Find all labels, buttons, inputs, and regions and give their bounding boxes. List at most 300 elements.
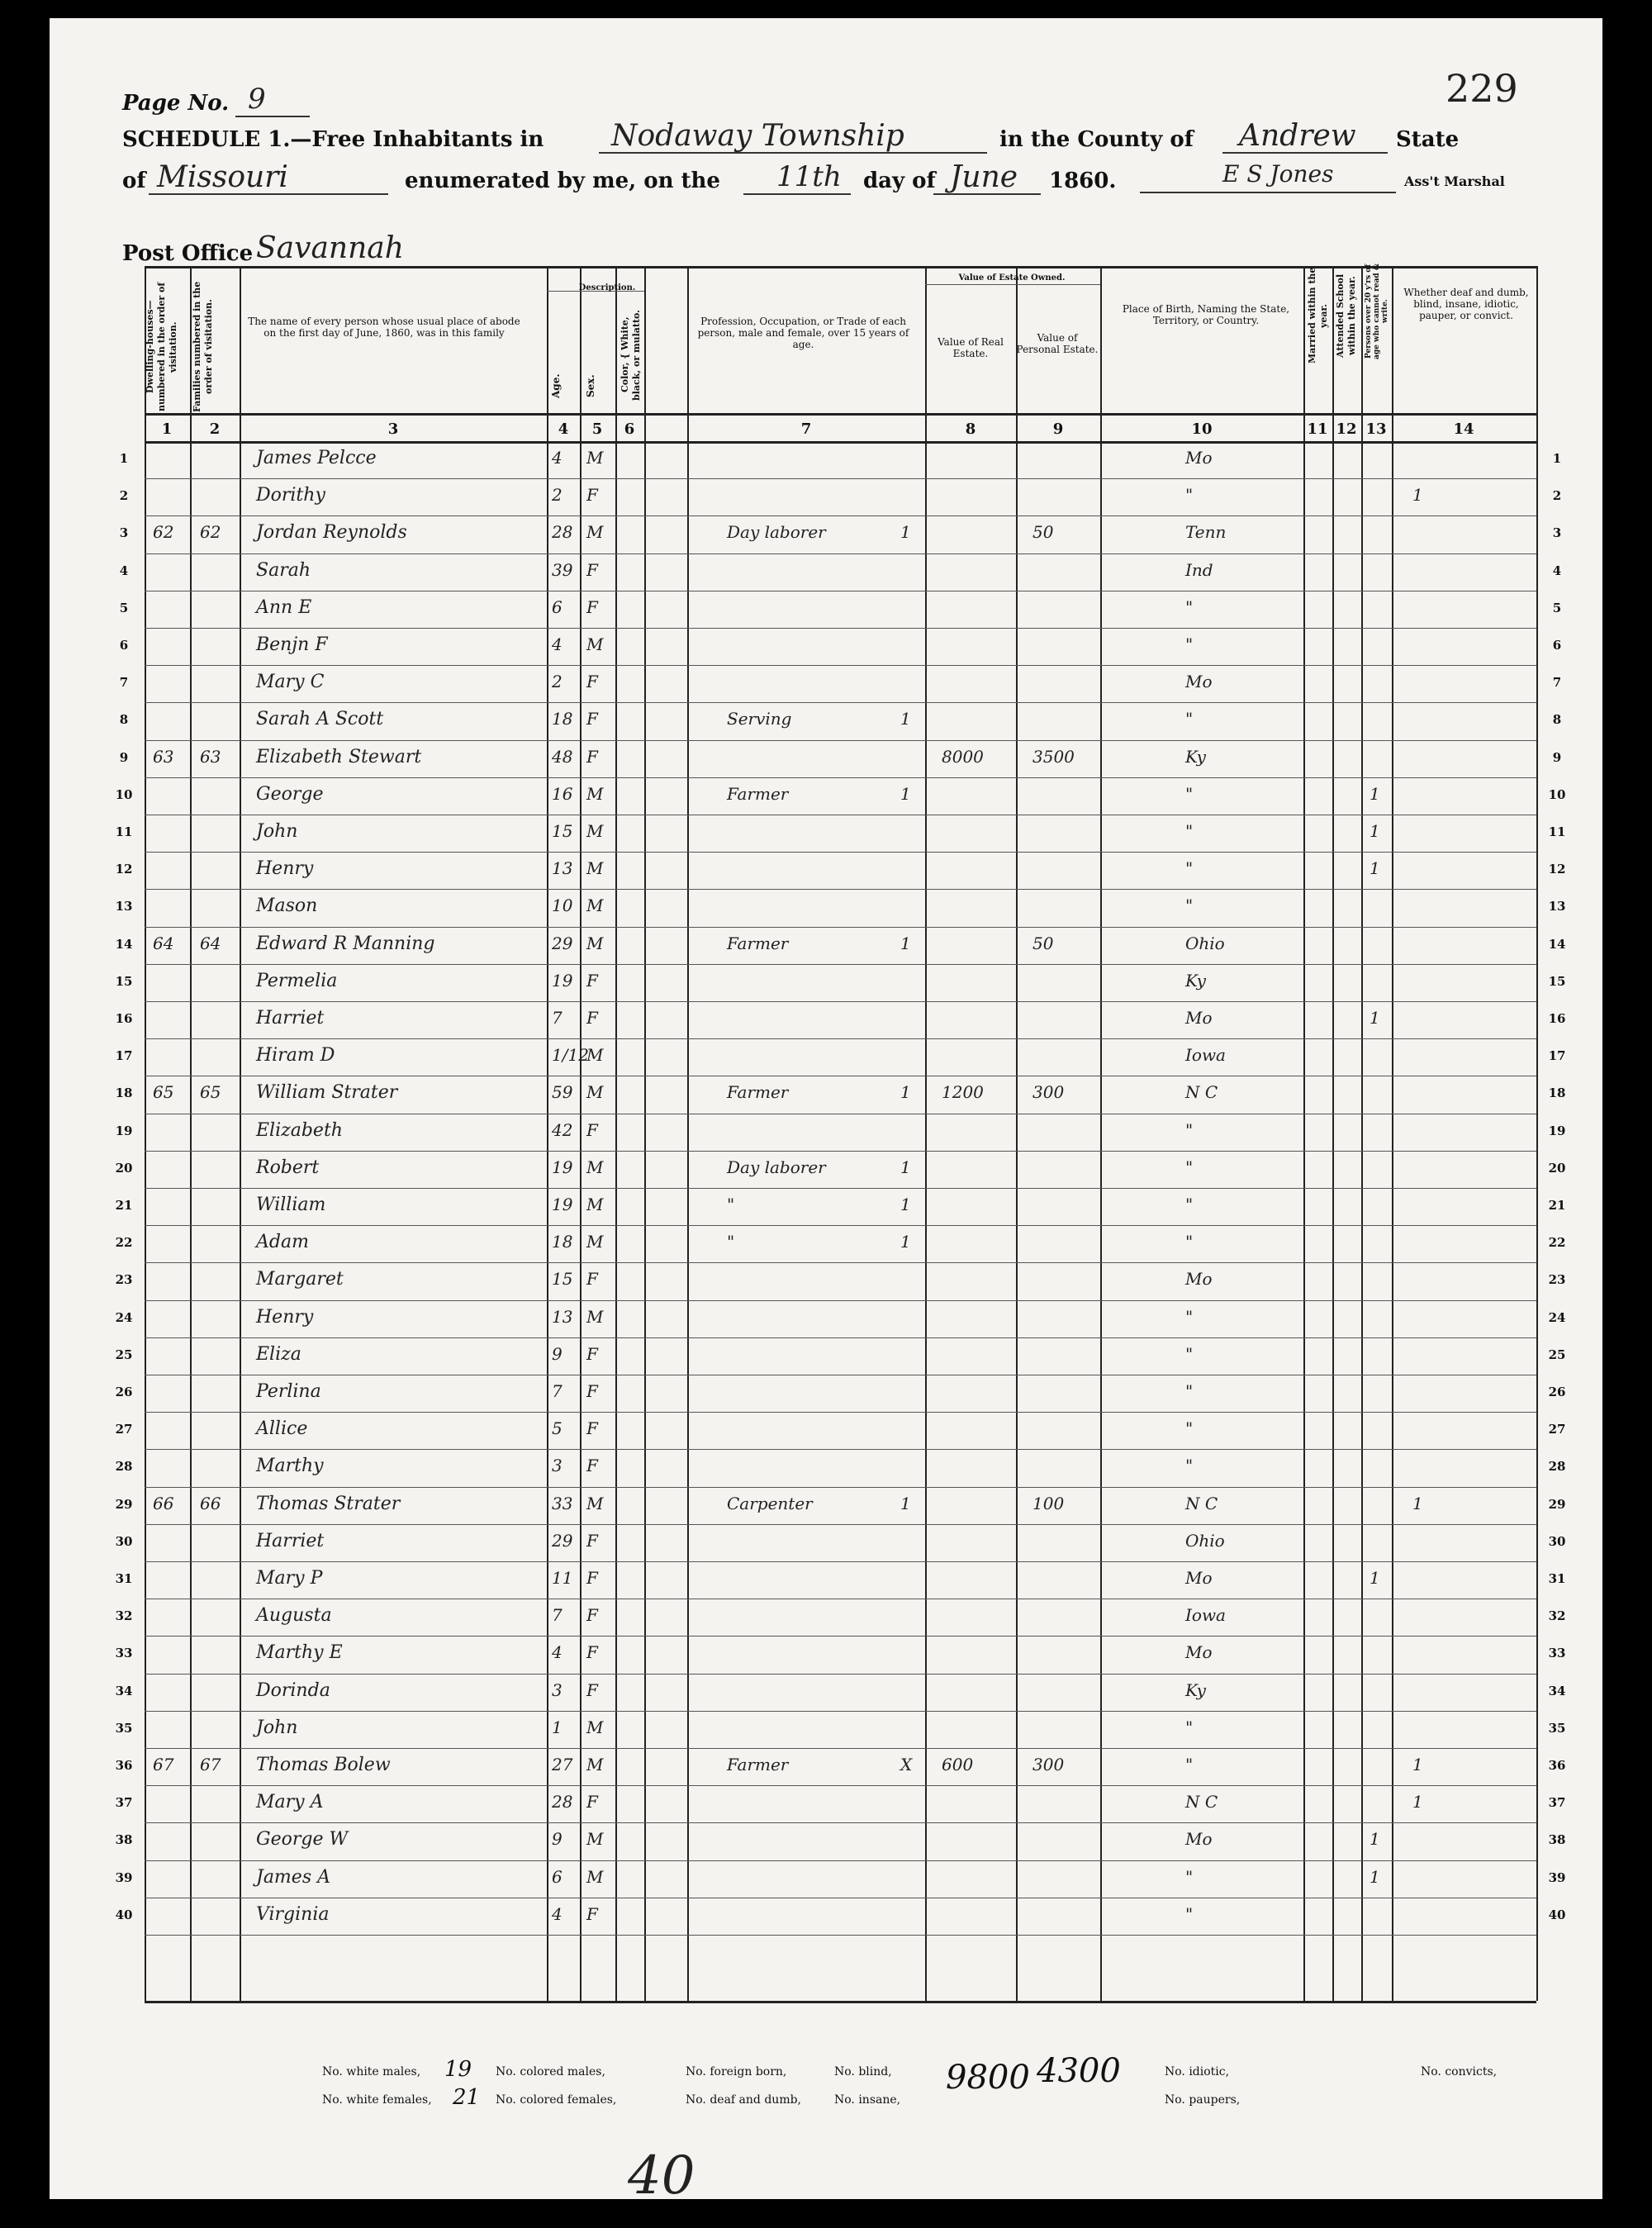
row-rule: [145, 1674, 1536, 1675]
line-number-left: 2: [119, 488, 129, 504]
birthplace: ": [1185, 1119, 1194, 1140]
sex: M: [586, 1755, 604, 1774]
personal-estate-value: 100: [1032, 1493, 1065, 1513]
paupers-label: No. paupers,: [1165, 2093, 1241, 2107]
personal-estate-value: 300: [1032, 1082, 1065, 1103]
birthplace: Ohio: [1185, 1530, 1225, 1551]
age: 19: [552, 1157, 573, 1177]
line-number-right: 37: [1548, 1795, 1566, 1811]
line-number-right: 40: [1548, 1907, 1566, 1922]
occupation: Farmer: [727, 1755, 789, 1774]
sex: F: [586, 1008, 598, 1028]
person-name: John: [256, 1717, 298, 1738]
sex: F: [586, 559, 598, 580]
row-rule: [145, 927, 1536, 928]
birthplace: Mo: [1185, 1008, 1213, 1028]
birthplace: N C: [1185, 1082, 1218, 1103]
line-number-right: 4: [1552, 563, 1562, 578]
year: 1860.: [1049, 169, 1117, 193]
row-rule: [145, 441, 1536, 444]
column-rule: [1100, 266, 1102, 2001]
header-age: Age.: [550, 373, 562, 398]
column-number: 5: [591, 420, 603, 438]
sex: M: [586, 1866, 604, 1887]
sex: F: [586, 709, 598, 729]
age: 11: [552, 1568, 573, 1588]
birthplace: ": [1185, 1456, 1194, 1476]
sex: M: [586, 933, 604, 953]
row-rule: [145, 413, 1536, 416]
enumerated-label: enumerated by me, on the: [405, 169, 720, 193]
line-number-left: 10: [115, 786, 133, 802]
white-males: 19: [444, 2057, 472, 2082]
person-name: Marthy E: [256, 1642, 343, 1664]
age: 10: [552, 895, 573, 916]
line-number-right: 14: [1548, 936, 1566, 952]
sex: F: [586, 1568, 598, 1588]
illiterate-mark: 1: [1412, 1792, 1423, 1812]
illiterate-mark: 1: [1412, 1493, 1423, 1513]
birthplace: ": [1185, 895, 1194, 916]
blind-label: No. blind,: [834, 2065, 892, 2078]
page-label: Page No.: [122, 91, 230, 116]
row-rule: [145, 1188, 1536, 1189]
page-stamp: 229: [1446, 66, 1518, 111]
line-number-left: 28: [115, 1459, 133, 1475]
row-rule: [145, 1225, 1536, 1226]
age: 6: [552, 1866, 563, 1887]
sex: M: [586, 1829, 604, 1850]
person-name: James Pelcce: [256, 448, 377, 468]
row-rule: [145, 1935, 1536, 1936]
row-rule: [145, 1151, 1536, 1152]
line-number-right: 25: [1548, 1347, 1566, 1362]
person-name: Mary C: [256, 672, 325, 693]
row-rule: [145, 1860, 1536, 1861]
person-name: Margaret: [256, 1269, 344, 1290]
line-number-right: 10: [1548, 786, 1566, 802]
person-name: James A: [256, 1866, 330, 1888]
column-rule: [547, 266, 548, 2001]
occupation-mark: 1: [900, 1493, 911, 1513]
birthplace: ": [1185, 709, 1194, 729]
age: 13: [552, 858, 573, 879]
sex: F: [586, 1792, 598, 1812]
dwelling-number: 64: [153, 933, 174, 953]
occupation: Farmer: [727, 933, 789, 953]
line-number-left: 6: [119, 638, 129, 653]
line-number-left: 38: [115, 1832, 133, 1848]
line-number-left: 34: [115, 1683, 133, 1698]
state-label: State: [1396, 127, 1460, 152]
dwelling-number: 67: [153, 1755, 174, 1774]
personal-estate-value: 3500: [1032, 746, 1075, 767]
county: Andrew: [1239, 119, 1356, 153]
person-name: Virginia: [256, 1903, 330, 1925]
header-estate: Value of Estate Owned.: [958, 273, 1066, 283]
column-rule: [687, 266, 689, 2001]
column-rule: [1303, 266, 1305, 2001]
column-rule: [1016, 266, 1018, 2001]
post-office-label: Post Office: [122, 241, 254, 266]
school-mark: 1: [1370, 1829, 1380, 1850]
line-number-right: 33: [1548, 1646, 1566, 1661]
age: 5: [552, 1418, 563, 1439]
birthplace: ": [1185, 821, 1194, 841]
line-number-left: 9: [119, 749, 129, 765]
occupation: Farmer: [727, 1082, 789, 1103]
dwelling-number: 63: [153, 746, 174, 767]
age: 7: [552, 1381, 563, 1401]
occupation-mark: 1: [900, 933, 911, 953]
birthplace: ": [1185, 1306, 1194, 1327]
line-number-right: 2: [1552, 488, 1562, 504]
sex: F: [586, 596, 598, 617]
line-number-right: 26: [1548, 1385, 1566, 1399]
foreign-born-label: No. foreign born,: [686, 2065, 787, 2078]
marshal: E S Jones: [1222, 160, 1334, 188]
line-number-left: 37: [115, 1795, 133, 1811]
row-rule: [145, 1822, 1536, 1823]
line-number-left: 33: [115, 1646, 133, 1661]
day: 11th: [776, 160, 842, 193]
column-rule: [615, 266, 617, 2001]
header-deaf-dumb: Whether deaf and dumb, blind, insane, idiotic, pauper, or convict.: [1403, 287, 1529, 321]
header-name: The name of every person whose usual place of abode on the first day of June, 1860, was in this family: [248, 316, 520, 339]
line-number-left: 36: [115, 1758, 133, 1773]
column-rule: [190, 266, 192, 2001]
person-name: William Strater: [256, 1082, 398, 1104]
age: 29: [552, 1530, 573, 1551]
occupation-mark: 1: [900, 709, 911, 729]
line-number-left: 11: [115, 824, 133, 839]
birthplace: ": [1185, 1157, 1194, 1177]
sex: F: [586, 1679, 598, 1700]
sex: M: [586, 1717, 604, 1737]
line-number-right: 3: [1552, 525, 1562, 541]
sex: M: [586, 821, 604, 841]
sex: M: [586, 634, 604, 654]
birthplace: Mo: [1185, 1568, 1213, 1588]
line-number-left: 14: [115, 936, 133, 952]
line-number-left: 27: [115, 1422, 133, 1437]
occupation: Day laborer: [727, 522, 826, 543]
line-number-left: 21: [115, 1198, 133, 1213]
birthplace: Ky: [1185, 746, 1206, 767]
month: June: [950, 160, 1018, 194]
line-number-left: 18: [115, 1085, 133, 1101]
insane-label: No. insane,: [834, 2093, 901, 2107]
line-number-left: 30: [115, 1533, 133, 1549]
birthplace: ": [1185, 634, 1194, 654]
convicts-label: No. convicts,: [1421, 2065, 1498, 2078]
birthplace: ": [1185, 1381, 1194, 1401]
birthplace: ": [1185, 1755, 1194, 1774]
sex: F: [586, 1456, 598, 1476]
birthplace: Mo: [1185, 1269, 1213, 1290]
line-number-right: 18: [1548, 1085, 1566, 1101]
header-personal-estate: Value of Personal Estate.: [1016, 332, 1099, 355]
line-number-left: 19: [115, 1123, 133, 1138]
line-number-right: 39: [1548, 1869, 1566, 1885]
row-rule: [145, 1524, 1536, 1525]
birthplace: Mo: [1185, 672, 1213, 692]
line-number-right: 24: [1548, 1309, 1566, 1325]
row-rule: [145, 1785, 1536, 1786]
real-estate-value: 1200: [942, 1082, 984, 1103]
birthplace: Iowa: [1185, 1045, 1226, 1066]
person-name: Mary P: [256, 1568, 323, 1589]
line-number-right: 8: [1552, 712, 1562, 728]
line-number-left: 25: [115, 1347, 133, 1362]
column-number: 4: [558, 420, 569, 438]
column-number: 8: [965, 420, 976, 438]
row-rule: [145, 1636, 1536, 1637]
birthplace: Iowa: [1185, 1605, 1226, 1626]
line-number-right: 23: [1548, 1272, 1566, 1288]
line-number-right: 22: [1548, 1235, 1566, 1251]
occupation-mark: X: [900, 1755, 913, 1774]
person-name: Dorithy: [256, 485, 325, 506]
age: 4: [552, 448, 563, 468]
sex: F: [586, 672, 598, 692]
colored-females-label: No. colored females,: [496, 2093, 617, 2107]
column-number: 10: [1191, 420, 1213, 438]
sex: M: [586, 895, 604, 916]
line-number-left: 1: [119, 451, 129, 466]
line-number-right: 16: [1548, 1011, 1566, 1026]
township: Nodaway Township: [611, 119, 904, 153]
school-mark: 1: [1370, 1866, 1380, 1887]
age: 13: [552, 1306, 573, 1327]
line-number-left: 5: [119, 600, 129, 615]
school-mark: 1: [1370, 783, 1380, 804]
age: 2: [552, 485, 563, 506]
column-rule: [1536, 266, 1538, 2001]
line-number-right: 36: [1548, 1758, 1566, 1773]
sex: M: [586, 1232, 604, 1252]
row-rule: [145, 1300, 1536, 1301]
line-number-left: 15: [115, 973, 133, 989]
column-rule: [240, 266, 241, 2001]
person-name: Henry: [256, 1306, 314, 1328]
column-number: 11: [1307, 420, 1328, 438]
person-name: Elizabeth Stewart: [256, 746, 422, 767]
family-number: 66: [200, 1493, 221, 1513]
row-rule: [145, 740, 1536, 741]
line-number-left: 31: [115, 1571, 133, 1586]
person-name: Allice: [256, 1418, 308, 1440]
line-number-right: 29: [1548, 1496, 1566, 1512]
birthplace: ": [1185, 858, 1194, 879]
person-name: George: [256, 783, 324, 805]
line-number-left: 8: [119, 712, 129, 728]
row-rule: [145, 1487, 1536, 1488]
column-rule: [1392, 266, 1393, 2001]
line-number-left: 35: [115, 1720, 133, 1736]
sex: M: [586, 1157, 604, 1177]
header-occupation: Profession, Occupation, or Trade of each person, male and female, over 15 years of age.: [697, 316, 909, 350]
age: 4: [552, 634, 563, 654]
personal-estate-value: 300: [1032, 1755, 1065, 1774]
sex: M: [586, 448, 604, 468]
occupation: Farmer: [727, 783, 789, 804]
line-number-right: 15: [1548, 973, 1566, 989]
sex: M: [586, 858, 604, 879]
birthplace: Mo: [1185, 1642, 1213, 1663]
line-number-right: 13: [1548, 899, 1566, 914]
occupation: ": [727, 1195, 735, 1214]
school-mark: 1: [1370, 1568, 1380, 1588]
person-name: William: [256, 1195, 326, 1215]
sex: F: [586, 1269, 598, 1290]
white-females: 21: [453, 2085, 481, 2110]
column-number: 12: [1336, 420, 1357, 438]
age: 19: [552, 1195, 573, 1214]
row-rule: [145, 777, 1536, 778]
row-rule: [145, 1038, 1536, 1039]
column-number: 13: [1365, 420, 1387, 438]
birthplace: Ind: [1185, 559, 1213, 580]
person-name: Thomas Strater: [256, 1493, 401, 1514]
line-number-right: 34: [1548, 1683, 1566, 1698]
county-label: in the County of: [999, 127, 1194, 152]
school-mark: 1: [1370, 858, 1380, 879]
line-number-left: 23: [115, 1272, 133, 1288]
birthplace: ": [1185, 1717, 1194, 1737]
row-rule: [145, 964, 1536, 965]
sex: M: [586, 1306, 604, 1327]
row-rule: [145, 2001, 1536, 2003]
header-real-estate: Value of Real Estate.: [938, 336, 1004, 359]
person-name: Mason: [256, 895, 318, 917]
personal-estate-value: 50: [1032, 522, 1054, 543]
age: 59: [552, 1082, 573, 1103]
age: 1/12: [552, 1045, 589, 1066]
person-name: Benjn F: [256, 634, 328, 655]
row-rule: [145, 1449, 1536, 1450]
header-sex: Sex.: [585, 374, 596, 397]
occupation-mark: 1: [900, 1232, 911, 1252]
line-number-right: 31: [1548, 1571, 1566, 1586]
age: 9: [552, 1829, 563, 1850]
header-families: Families numbered in the order of visitation.: [192, 281, 214, 413]
family-number: 67: [200, 1755, 221, 1774]
family-number: 64: [200, 933, 221, 953]
header-description: Description.: [578, 283, 636, 292]
age: 28: [552, 522, 573, 543]
row-rule: [145, 1337, 1536, 1338]
of-label: of: [122, 169, 146, 193]
age: 19: [552, 970, 573, 990]
birthplace: ": [1185, 1866, 1194, 1887]
sex: F: [586, 1530, 598, 1551]
age: 33: [552, 1493, 573, 1513]
sex: F: [586, 970, 598, 990]
line-number-right: 19: [1548, 1123, 1566, 1138]
age: 29: [552, 933, 573, 953]
person-name: Dorinda: [256, 1679, 330, 1701]
personal-estate-value: 50: [1032, 933, 1054, 953]
line-number-right: 27: [1548, 1422, 1566, 1437]
person-name: Eliza: [256, 1343, 301, 1365]
line-number-right: 32: [1548, 1608, 1566, 1624]
sex: M: [586, 1082, 604, 1103]
birthplace: Mo: [1185, 448, 1213, 468]
line-number-left: 39: [115, 1869, 133, 1885]
person-name: John: [256, 821, 298, 842]
person-name: Hiram D: [256, 1045, 335, 1066]
age: 15: [552, 821, 573, 841]
row-rule: [145, 628, 1536, 629]
line-number-right: 11: [1548, 824, 1566, 839]
illiterate-mark: 1: [1412, 485, 1423, 506]
column-rule: [1361, 266, 1363, 2001]
header-school: Attended School within the year.: [1335, 273, 1357, 358]
sex: F: [586, 746, 598, 767]
person-name: Ann E: [256, 596, 312, 618]
dwelling-number: 65: [153, 1082, 174, 1103]
person-name: Permelia: [256, 970, 338, 991]
person-name: Elizabeth: [256, 1119, 343, 1141]
line-number-left: 16: [115, 1011, 133, 1026]
column-rule: [644, 266, 646, 2001]
line-number-left: 22: [115, 1235, 133, 1251]
age: 42: [552, 1119, 573, 1140]
dwelling-number: 66: [153, 1493, 174, 1513]
post-office: Savannah: [256, 231, 404, 265]
row-rule: [145, 1561, 1536, 1562]
white-males-label: No. white males,: [322, 2065, 421, 2078]
age: 18: [552, 1232, 573, 1252]
age: 18: [552, 709, 573, 729]
birthplace: Ky: [1185, 1679, 1206, 1700]
column-number: 9: [1052, 420, 1064, 438]
row-rule: [145, 1412, 1536, 1413]
census-sheet: [50, 18, 1602, 2207]
line-number-right: 6: [1552, 638, 1562, 653]
occupation: ": [727, 1232, 735, 1252]
row-rule: [145, 852, 1536, 853]
line-number-right: 1: [1552, 451, 1562, 466]
age: 28: [552, 1792, 573, 1812]
schedule-label: SCHEDULE 1.—Free Inhabitants in: [122, 127, 544, 152]
line-number-left: 24: [115, 1309, 133, 1325]
line-number-right: 21: [1548, 1198, 1566, 1213]
column-number: 3: [387, 420, 399, 438]
sex: F: [586, 485, 598, 506]
person-name: Perlina: [256, 1381, 321, 1402]
line-number-left: 20: [115, 1160, 133, 1176]
idiotic-label: No. idiotic,: [1165, 2065, 1230, 2078]
age: 7: [552, 1008, 563, 1028]
sex: F: [586, 1343, 598, 1364]
colored-males-label: No. colored males,: [496, 2065, 605, 2078]
header-birthplace: Place of Birth, Naming the State, Territory, or Country.: [1122, 303, 1290, 326]
line-number-right: 17: [1548, 1048, 1566, 1064]
line-number-left: 40: [115, 1907, 133, 1922]
age: 6: [552, 596, 563, 617]
birthplace: Mo: [1185, 1829, 1213, 1850]
marshal-label: Ass't Marshal: [1404, 173, 1505, 189]
column-number: 6: [624, 420, 635, 438]
person-name: Robert: [256, 1157, 320, 1178]
state: Missouri: [157, 160, 288, 194]
age: 9: [552, 1343, 563, 1364]
header-color: Color, { White, black, or mulatto.: [620, 309, 642, 401]
column-number: 1: [161, 420, 173, 438]
birthplace: Ohio: [1185, 933, 1225, 953]
